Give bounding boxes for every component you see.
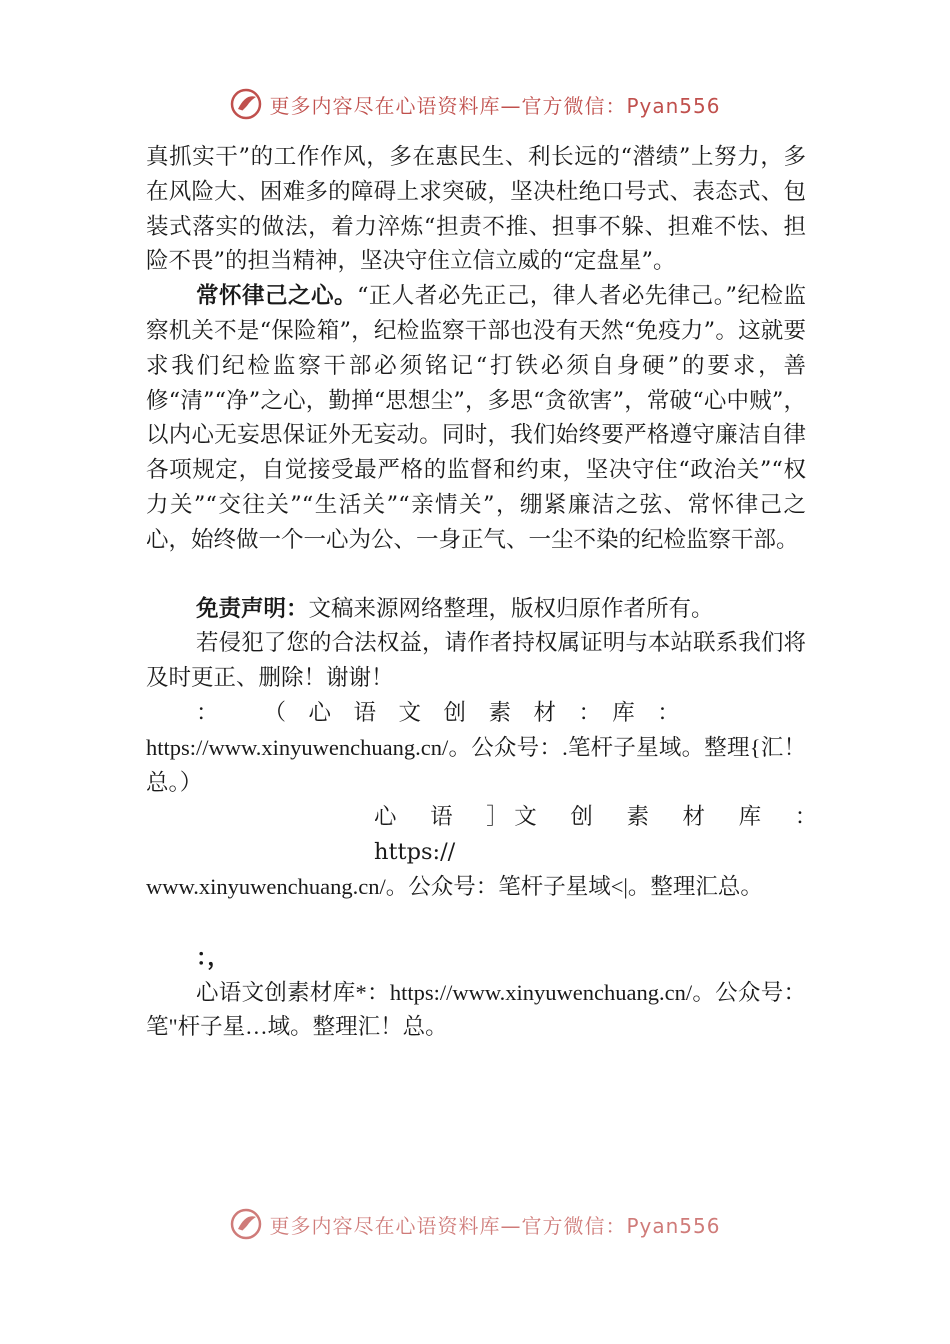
page-footer xyxy=(0,1204,950,1244)
noise-line-1a: ： （ 心 语 文 创 素 材 ： 库 ： xyxy=(196,699,680,726)
paragraph-1: 真抓实干”的工作作风，多在惠民生、利长远的“潜绩”上努力，多在风险大、困难多的障碍上求突破，坚决杜绝口号式、表态式、包装式落实的做法，着力淬炼“担责不推、担事不躲、担难不怯、担险不畏”的担当精神，坚决守住立信立威的“定盘星”。 xyxy=(146,144,806,275)
document-body xyxy=(146,140,829,1045)
noise-line-1b: https://www.xinyuwenchuang.cn/。公众号：.笔杆子星域。整理{汇！总。） xyxy=(146,734,806,795)
noise-line-2b: www.xinyuwenchuang.cn/。公众号：笔杆子星域<|。整理汇总。 xyxy=(146,873,763,899)
logo-icon xyxy=(229,87,263,121)
disclaimer-line-1 xyxy=(146,592,806,627)
disclaimer-text: 文稿来源网络整理，版权归原作者所有。 xyxy=(308,595,714,622)
disclaimer-label: 免责声明： xyxy=(196,595,309,622)
header-text: 更多内容尽在心语资料库—官方微信：Pyan556 xyxy=(269,93,721,118)
paragraph-2-text: “正人者必先正己，律人者必先律己。”纪检监察机关不是“保险箱”，纪检监察干部也没有天然“免疫力”。这就要求我们纪检监察干部必须铭记“打铁必须自身硬”的要求，善修“清”“净”之心，勤掸“思想尘”，多思“贪欲害”，常破“心中贼”，以内心无妄思保证外无妄动。同时，我们始终要严格遵守廉洁自律各项规定，自觉接受最严格的监督和约束，坚决守住“政治关”“权力关”“交往关”“生活关”“亲情关”，绷紧廉洁之弦、常怀律己之心，始终做一个一心为公、一身正气、一尘不染的纪检监察干部。 xyxy=(146,283,806,553)
footer-text: 更多内容尽在心语资料库—官方微信：Pyan556 xyxy=(269,1213,721,1238)
paragraph-2 xyxy=(146,279,806,557)
noise-line-2a: 心 语 ］文 创 素 材 库 ： https:// xyxy=(374,804,829,866)
noise-line-4: 心语文创素材库*：https://www.xinyuwenchuang.cn/。公众号：笔"杆子星…域。整理汇！总。 xyxy=(146,979,806,1040)
paragraph-2-heading: 常怀律己之心。 xyxy=(196,283,357,310)
page-header xyxy=(0,84,950,124)
logo-icon xyxy=(229,1207,263,1241)
disclaimer-line-2: 若侵犯了您的合法权益，请作者持权属证明与本站联系我们将及时更正、删除！谢谢！ xyxy=(146,630,806,692)
noise-line-3: ：， xyxy=(196,944,230,971)
